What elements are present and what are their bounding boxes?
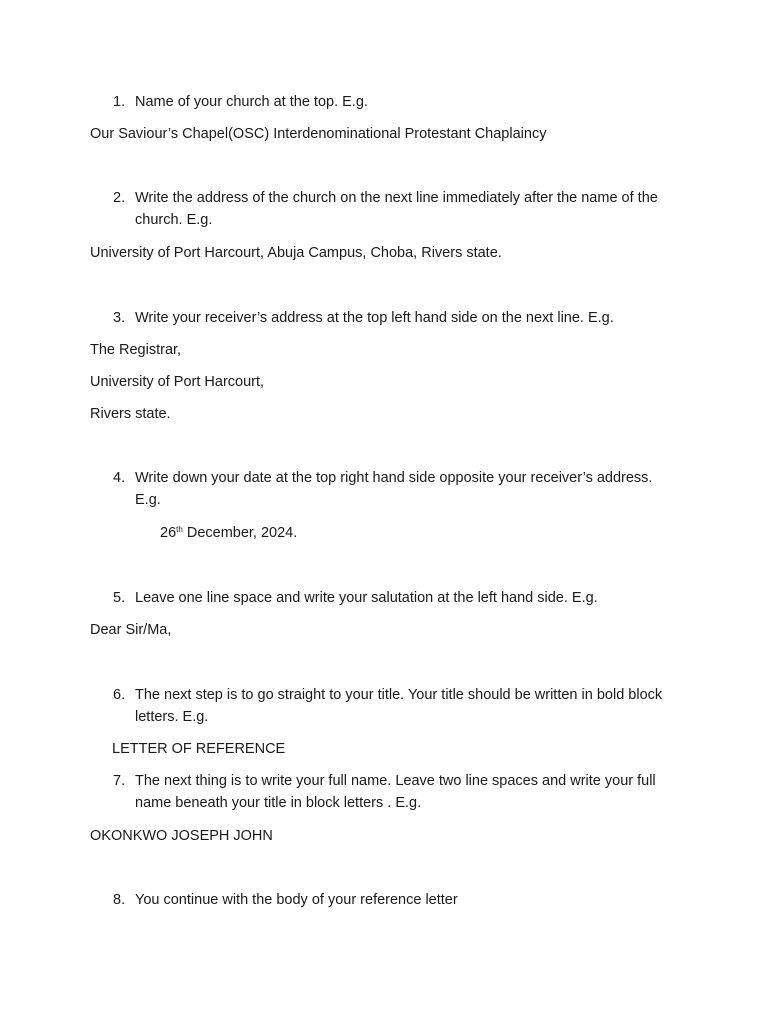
list-item-text: Write your receiver’s address at the top left hand side on the next line. E.g.: [135, 310, 614, 326]
list-item-text: Leave one line space and write your salutation at the left hand side. E.g.: [135, 590, 598, 606]
date-ordinal-suffix: th: [176, 525, 183, 534]
list-item-4: [113, 467, 673, 511]
example-church-address: University of Port Harcourt, Abuja Campus, Choba, Rivers state.: [90, 245, 502, 261]
list-number: 3.: [113, 310, 126, 326]
list-item-7: [113, 770, 673, 814]
list-item-text: Name of your church at the top. E.g.: [135, 94, 368, 110]
example-full-name: OKONKWO JOSEPH JOHN: [90, 828, 273, 844]
list-number: 1.: [113, 94, 126, 110]
list-item-1: [113, 91, 673, 113]
example-date: [160, 522, 297, 544]
list-item-text: You continue with the body of your reference letter: [135, 892, 458, 908]
date-day: 26: [160, 525, 177, 541]
list-item-text: The next step is to go straight to your title. Your title should be written in bold block letters. E.g.: [135, 687, 663, 725]
example-receiver-line-2: University of Port Harcourt,: [90, 374, 265, 390]
list-number: 4.: [113, 470, 126, 486]
list-item-text: Write the address of the church on the next line immediately after the name of the church. E.g.: [135, 190, 658, 228]
example-receiver-line-3: Rivers state.: [90, 406, 171, 422]
list-item-8: [113, 889, 673, 911]
list-number: 5.: [113, 590, 126, 606]
date-month-year: December, 2024.: [182, 525, 298, 541]
example-salutation: Dear Sir/Ma,: [90, 622, 172, 638]
example-church-name: Our Saviour’s Chapel(OSC) Interdenominational Protestant Chaplaincy: [90, 126, 547, 142]
list-item-text: The next thing is to write your full name. Leave two line spaces and write your full name beneath your title in block letters . E.g.: [135, 773, 656, 811]
list-number: 7.: [113, 773, 126, 789]
list-number: 8.: [113, 892, 126, 908]
list-item-text: Write down your date at the top right hand side opposite your receiver’s address. E.g.: [135, 470, 653, 508]
list-item-3: [113, 307, 673, 329]
list-item-6: [113, 684, 673, 728]
example-title: LETTER OF REFERENCE: [112, 741, 286, 757]
list-item-5: [113, 587, 673, 609]
list-number: 2.: [113, 190, 126, 206]
list-item-2: [113, 187, 673, 231]
list-number: 6.: [113, 687, 126, 703]
example-receiver-line-1: The Registrar,: [90, 342, 182, 358]
